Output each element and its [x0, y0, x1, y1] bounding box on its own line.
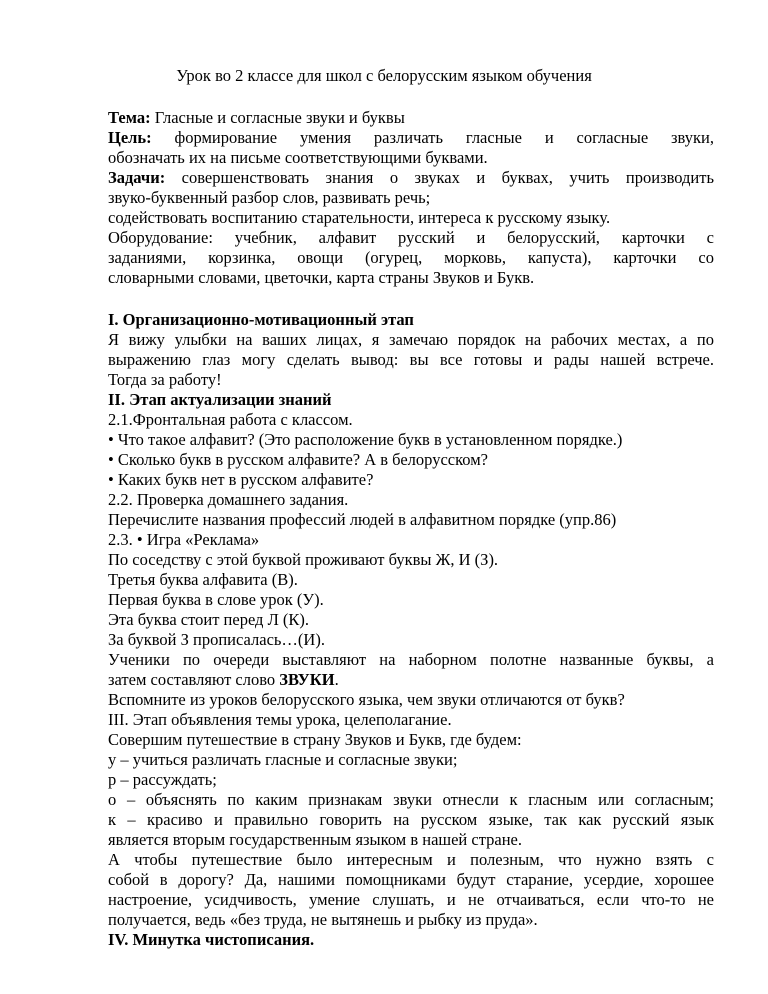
stage3-heading: III. Этап объявления темы урока, целеполагание. [108, 710, 452, 729]
stage3-line-10: получается, ведь «без труда, не вытянешь и рыбку из пруда». [108, 910, 538, 929]
stage2-line-14-end: . [334, 670, 339, 689]
tasks-line-1 [108, 168, 714, 188]
stage2-line-9: Третья буква алфавита (В). [108, 570, 298, 589]
lesson-title: Урок во 2 классе для школ с белорусским языком обучения [176, 66, 592, 85]
stage4-heading [108, 930, 314, 950]
stage1-line-3: Тогда за работу! [108, 370, 222, 389]
stage1-line-1: Я вижу улыбки на ваших лицах, я замечаю порядок на рабочих местах, а по [108, 330, 714, 349]
stage3-line-4: о – объяснять по каким признакам звуки отнесли к гласным или согласным; [108, 790, 714, 809]
stage2-heading-text: II. Этап актуализации знаний [108, 390, 332, 409]
stage2-line-6: Перечислите названия профессий людей в алфавитном порядке (упр.86) [108, 510, 617, 529]
tasks-line-2: звуко-буквенный разбор слов, развивать речь; [108, 188, 431, 207]
stage2-heading [108, 390, 332, 410]
topic-text: Гласные и согласные звуки и буквы [150, 108, 405, 127]
stage3-line-6: является вторым государственным языком в нашей стране. [108, 830, 522, 849]
stage3-line-8: собой в дорогу? Да, нашими помощниками будут старание, усердие, хорошее [108, 870, 714, 889]
stage3-line-7: А чтобы путешествие было интересным и полезным, что нужно взять с [108, 850, 714, 869]
stage2-line-11: Эта буква стоит перед Л (К). [108, 610, 310, 629]
goal-text: формирование умения различать гласные и согласные звуки, [151, 128, 714, 147]
stage2-line-2: • Что такое алфавит? (Это расположение букв в установленном порядке.) [108, 430, 623, 449]
equipment-line-2: заданиями, корзинка, овощи (огурец, морковь, капуста), карточки со [108, 248, 714, 267]
stage1-heading-text: I. Организационно-мотивационный этап [108, 310, 414, 329]
goal-label: Цель: [108, 128, 152, 147]
stage1-heading [108, 310, 414, 330]
stage2-line-8: По соседству с этой буквой проживают буквы Ж, И (З). [108, 550, 499, 569]
stage1-line-2: выражению глаз могу сделать вывод: вы все готовы и рады нашей встрече. [108, 350, 714, 369]
goal-line-1 [108, 128, 714, 148]
equipment-line-3: словарными словами, цветочки, карта страны Звуков и Букв. [108, 268, 535, 287]
stage2-line-14 [108, 670, 339, 690]
stage2-line-5: 2.2. Проверка домашнего задания. [108, 490, 349, 509]
goal-line-2: обозначать их на письме соответствующими буквами. [108, 148, 488, 167]
stage2-line-13: Ученики по очереди выставляют на наборном полотне названные буквы, а [108, 650, 714, 669]
stage3-line-1: Совершим путешествие в страну Звуков и Букв, где будем: [108, 730, 522, 749]
equipment-line-1: Оборудование: учебник, алфавит русский и белорусский, карточки с [108, 228, 714, 247]
topic-line [108, 108, 405, 128]
stage4-heading-text: IV. Минутка чистописания. [108, 930, 315, 949]
topic-label: Тема: [108, 108, 151, 127]
stage2-line-3: • Сколько букв в русском алфавите? А в белорусском? [108, 450, 488, 469]
stage2-line-7: 2.3. • Игра «Реклама» [108, 530, 260, 549]
stage2-line-1: 2.1.Фронтальная работа с классом. [108, 410, 353, 429]
tasks-label: Задачи: [108, 168, 166, 187]
stage3-line-2: у – учиться различать гласные и согласные звуки; [108, 750, 458, 769]
stage3-line-3: р – рассуждать; [108, 770, 217, 789]
stage3-line-5: к – красиво и правильно говорить на русском языке, так как русский язык [108, 810, 714, 829]
stage3-line-9: настроение, усидчивость, умение слушать, и не отчаиваться, если что-то не [108, 890, 714, 909]
stage2-line-15: Вспомните из уроков белорусского языка, чем звуки отличаются от букв? [108, 690, 625, 709]
stage2-line-14-text: затем составляют слово [108, 670, 280, 689]
tasks-line-3: содействовать воспитанию старательности, интереса к русскому языку. [108, 208, 611, 227]
tasks-text: совершенствовать знания о звуках и буквах, учить производить [165, 168, 714, 187]
stage2-line-4: • Каких букв нет в русском алфавите? [108, 470, 374, 489]
stage2-line-12: За буквой З прописалась…(И). [108, 630, 325, 649]
stage2-line-10: Первая буква в слове урок (У). [108, 590, 324, 609]
word-zvuki: ЗВУКИ [279, 670, 335, 689]
